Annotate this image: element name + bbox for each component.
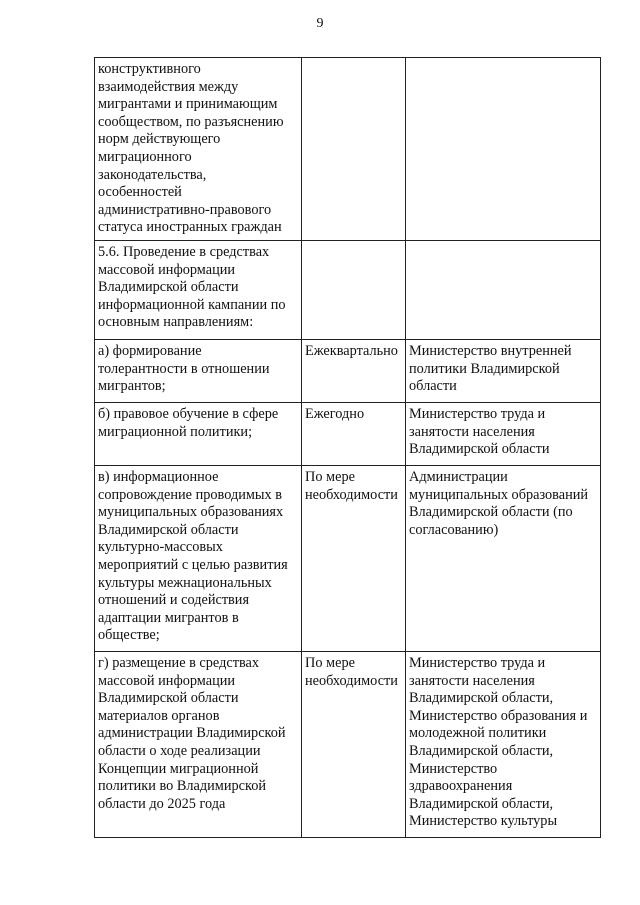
period-cell: По мере необходимости bbox=[302, 465, 406, 651]
action-cell: г) размещение в средствах массовой информации Владимирской области материалов органов администрации Владимирской области о ходе реализации Концепции миграционной политики во Владимирской области до 2025 года bbox=[95, 651, 302, 837]
period-cell: По мере необходимости bbox=[302, 651, 406, 837]
executor-cell: Министерство труда и занятости населения Владимирской области bbox=[406, 402, 601, 465]
table-row bbox=[95, 651, 601, 837]
executor-cell bbox=[406, 240, 601, 339]
executor-cell: Министерство внутренней политики Владимирской области bbox=[406, 339, 601, 402]
action-cell: конструктивного взаимодействия между мигрантами и принимающим сообществом, по разъяснению норм действующего миграционного законодательства, особенностей административно-правового статуса иностранных граждан bbox=[95, 58, 302, 241]
action-cell: б) правовое обучение в сфере миграционной политики; bbox=[95, 402, 302, 465]
table-row bbox=[95, 240, 601, 339]
executor-cell: Администрации муниципальных образований Владимирской области (по согласованию) bbox=[406, 465, 601, 651]
period-cell bbox=[302, 58, 406, 241]
period-cell: Ежегодно bbox=[302, 402, 406, 465]
executor-cell: Министерство труда и занятости населения Владимирской области, Министерство образования и молодежной политики Владимирской области, Министерство здравоохранения Владимирской области, Министерство культуры bbox=[406, 651, 601, 837]
action-cell: 5.6. Проведение в средствах массовой информации Владимирской области информационной кампании по основным направлениям: bbox=[95, 240, 302, 339]
executor-cell bbox=[406, 58, 601, 241]
action-cell: в) информационное сопровождение проводимых в муниципальных образованиях Владимирской области культурно-массовых мероприятий с целью развития культуры межнациональных отношений и содействия адаптации мигрантов в обществе; bbox=[95, 465, 302, 651]
table-row bbox=[95, 58, 601, 241]
page-number: 9 bbox=[316, 16, 324, 31]
measures-table bbox=[94, 57, 601, 838]
period-cell: Ежеквартально bbox=[302, 339, 406, 402]
action-cell: а) формирование толерантности в отношении мигрантов; bbox=[95, 339, 302, 402]
table-row bbox=[95, 465, 601, 651]
table-row bbox=[95, 339, 601, 402]
table-row bbox=[95, 402, 601, 465]
period-cell bbox=[302, 240, 406, 339]
